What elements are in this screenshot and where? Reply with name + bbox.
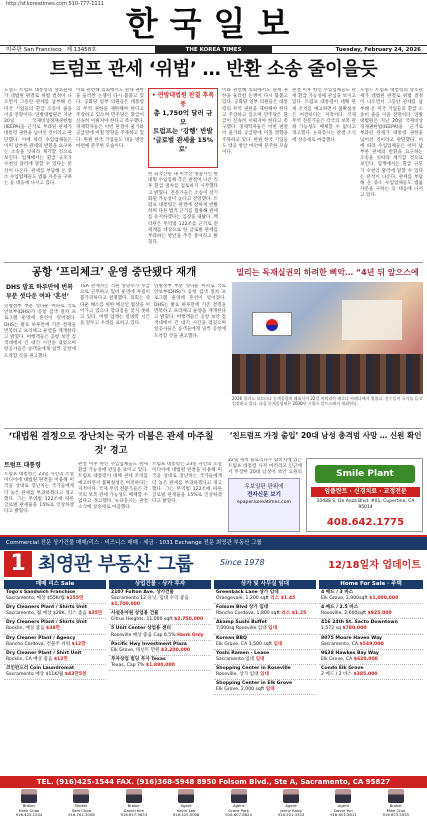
masthead: 한국일보 [125,4,302,43]
listing-column-head: 매매 리스 Sale [4,580,106,589]
listing-price: $2,750,000 [174,617,204,623]
listing-title: 2107 Fulton Ave. 상가건물 [111,590,174,595]
listing-price: $35만 [88,611,103,617]
story3-col-2: 판결 이후 한인 수입업체들도 관세 환급 가능성에 관심을 보이고 있다. 트럼프 대통령이 대체 관세 조치를 예고하면서 불확실성은 여전하다는 지적이다. 국제 무역 전문가들은 각국의 보복 관세 가능성도 배제할 수 없다고 경고했다. 뉴욕증시는 판결 소식에 상승세로 마감했다. [78,462,148,511]
listing-column-head: 상업건물 · 상가 투자 [109,580,211,589]
agent-photo [283,789,299,803]
promo-site[interactable]: epaper.koreatimes.com [236,500,291,505]
lead-col-4: 이와 관련해 의회에서도 관세 권한을 둘러싼 논쟁이 다시 불붙고 있다. 공화당 일부 의원들은 대통령의 무역 권한을 제한해야 한다고 주장하고 있으며 민주당은 환급이 신속히 이뤄져야 한다고 촉구했다. 경제학자들은 이번 판결이 물가와 공급망에 미칠 영향을 주목하고 있다. 한편 한국 기업들도 대응 방안 마련에 분주한 모습이다. [222,88,288,156]
listing-item[interactable] [109,625,211,640]
listing-title: Togo's Sandwich Franchise [6,590,76,595]
listing-item[interactable] [4,650,106,665]
listing-title: Dry Cleaner Plant / Agency [6,635,76,641]
listing-price: $549,000 [359,641,384,647]
listing-price: $12만 [71,641,86,647]
listing-item[interactable] [109,641,211,656]
agent-phone: 916.873.5055 [382,812,410,817]
listing-grid [4,580,423,776]
listing-title: 4 베드 / 3 바스 [321,590,354,595]
listing-price: $1,880,000 [145,662,175,668]
listing-price: 임대 [255,656,265,662]
listing-detail: Roseville, 상가 임대 [216,672,259,678]
listing-detail: Rocklin, 매상 좋음 [6,626,45,632]
agent-name: Jenny Kang [280,807,302,813]
listing-title: Condo Elk Grove [321,665,364,671]
dental-tagline: 임플란트 · 신경치료 · 교정전문 [311,487,420,497]
listing-column [214,580,316,776]
realestate-name: 최영관 부동산 그룹 [38,553,194,575]
listing-price: 임대 [273,641,283,647]
agent-photo [21,789,37,803]
listing-detail: Elk Grove, 2,900sqft [321,596,368,602]
listing-item[interactable] [214,604,316,619]
listing-title: 4 베드 / 2.5 바스 [321,605,359,611]
crowd-image [232,354,423,394]
agent-row [4,789,423,817]
listing-item[interactable] [319,589,423,604]
agent-photo [335,789,351,803]
dental-phone[interactable]: 408.642.1775 [326,517,405,528]
listing-item[interactable] [319,665,423,680]
listing-title: Greenback Lane 상가 임대 [216,590,279,595]
listing-title: Dry Cleaners Plant / Shirts Unit [6,605,87,611]
agent-name: Sam Choe [71,807,92,813]
listing-item[interactable] [4,619,106,634]
realestate-topline: Commercial 전문 상가건물 매매/리스 · 비즈니스 매매 · 세금 · 1031 Exchange 전문 최영관 부동산 그룹 [0,537,427,550]
listing-item[interactable] [4,635,106,650]
listing-item[interactable] [319,604,423,619]
listing-price: $12만 [53,656,68,662]
listing-title: Pacific Hwy Investment Plaza [111,641,187,647]
agent-role: Agent [285,803,297,808]
listing-price: 임대 [260,672,269,678]
agent-name: Daniel Kim [123,807,145,813]
listing-item[interactable] [214,589,316,604]
agent-name: Hank Choe [18,807,40,813]
agent-name: Mike Choi [386,807,405,813]
agent-phone: 916.617.3833 [120,812,148,817]
listing-price: $925,000 [367,611,392,617]
agent-photo [178,789,194,803]
listing-detail: Sacramento, CA [321,641,359,647]
listing-column [4,580,106,776]
agent-role: Broker [75,803,88,808]
story4-headline[interactable]: ‘친트럼프 가정 출입’ 20대 남성 총격범 사망 … 신원 확인 [229,431,422,440]
listing-title: 8075 Moore Haven Way [321,635,383,641]
agent-card[interactable] [318,789,368,817]
listing-detail: Texas, Cap 7% [111,662,145,668]
brand-label: THE KOREA TIMES [155,46,272,53]
listing-detail: Sacramento, 월 매상 $28K, 리스 좋음 [6,611,87,617]
agent-name: Kevin Lee [177,807,196,813]
listing-price: $1,000,000 [369,596,399,602]
flag-image [252,312,292,336]
agent-phone: 916.501.3303 [277,812,305,817]
story4-body: 22일 새벽 플로리다주 팜비치에 있는 트럼프 대통령 사저 마러라고 인근에서 무장한 20대 남성이 보안 요원의 [228,458,302,476]
story2-col-1: 연방정부 부분 셧다운 여파로 국토안보부(DHS)가 공항 검색 절차 프로그램 운영에 혼선이 빚어졌다. DHS는 발표 하루만에 기존 결정을 번복하고 프리체크 운영을 재개한다고 밝혔다. 여행객들은 공항 보안 검색대에서 긴 대기 시간을 겪었으며 항공사들은 승객들에게 일찍 공항에 도착할 것을 권고했다. [4,304,76,359]
listing-price: $2,200,000 [161,647,191,653]
sidebox-line: 총 1,750억 달러 규모 [153,109,213,126]
listing-price: $1,700,000 [111,602,141,608]
epaper-promo[interactable] [228,478,300,532]
dental-address: 10488 S. De Anza Blvd. #01, Cupertino, CA 95014 [316,499,415,510]
agent-photo [73,789,89,803]
listing-detail: Sacramento 매상 $11K/월 [6,672,64,678]
dental-ad[interactable] [306,458,423,532]
listing-price: $620,000 [353,656,378,662]
agent-photo [231,789,247,803]
listing-title: 9638 Hawkes Bay Way [321,650,379,656]
listing-price: 리스 $1.25 [281,611,307,617]
listing-item[interactable] [214,635,316,650]
agent-photo [126,789,142,803]
listing-column-head: Home For Sale · 주택 [319,580,423,589]
listing-item[interactable] [214,665,316,680]
listing-detail: Rancho Cordova, 1,800 sqft [216,611,280,617]
story2-col-2: TSA 관계자는 직원 상당수가 무급으로 근무하고 있어 운영에 차질이 불가피하다고 설명했다. 의회는 셧다운 해소를 위한 예산안 협상을 이어가고 있으나 합의점을 찾지 못하고 있다. 여행 업계는 봄방학 시즌을 앞두고 우려를 표하고 있다. [80,284,150,327]
agent-card[interactable] [109,789,159,817]
listing-item[interactable] [319,619,423,634]
agent-card[interactable] [371,789,421,817]
listing-price: Hank Only [177,632,204,638]
story2-sub-2: 부분 셧다운 여파 ‘혼선’ [6,293,69,300]
agent-card[interactable] [161,789,211,817]
listing-item[interactable] [109,656,211,671]
lead-col-5: 판결 이후 한인 수입업체들도 관세 환급 가능성에 관심을 보이고 있다. 트럼프 대통령이 대체 관세 조치를 예고하면서 불확실성은 여전하다는 지적이다. 국제 무역 전문가들은 각국의 보복 관세 가능성도 배제할 수 없다고 경고했다. 뉴욕증시는 판결 소식에 상승세로 마감했다. [292,88,356,143]
listing-item[interactable] [109,610,211,625]
listing-column [109,580,211,776]
agent-name: David Yun [333,807,353,813]
agent-photo [388,789,404,803]
listing-title: Dry Cleaner Plant / Shirt Unit [6,650,82,656]
agent-phone: 916.607.8824 [225,812,252,817]
photo-caption: 2026 밀라노·코르티나 동계올림픽 폐회식이 22일 이탈리아 베로나 아레나에서 열렸다. 선수들이 국기를 들고 입장하고 있다. 다음 동계올림픽은 2030년 프랑스 알프스에서 개최된다. [232,396,423,407]
listing-detail: Elk Grove, 2,000 sqft [216,687,265,693]
listing-price: 리스 $1.45 [270,596,296,602]
listing-price: $38만 [46,626,61,632]
listing-title: 5 Unit Center 상업용 센터 [111,626,171,632]
listing-item[interactable] [319,650,423,665]
listing-item[interactable] [109,589,211,610]
agent-card[interactable] [56,789,106,817]
listing-title: Shopping Center in Roseville [216,665,291,671]
lead-col-1: 도널드 트럼프 대통령의 상호관세가 대법원 판결로 위법 결정이 나오면서 그동안 관세를 납부해 온 미국 기업들의 환급 소송이 줄을 이을 전망이다. 연방대법원은 지난 20일 국제비상경제권한법(IEEPA)을 근거로 부과된 관세가 대통령 권한을 넘어선 것이라고 판단했다. 이에 따라 수입업체들은 이미 납부한 관세의 반환을 요구하는 소송을 잇따라 제기할 것으로 보인다. 업계에서는 환급 규모가 수천억 달러에 달할 수 있다는 분석이 나온다. 관세를 부담해 온 중소 수입업체들도 법률 자문을 구하는 등 대응에 나서고 있다. [4,88,72,187]
listing-detail: Elk Grove, CA [321,656,353,662]
listing-detail: Rancho Cordova, 건물주 쉬워 [6,641,71,647]
listing-item[interactable] [319,635,423,650]
edition-bar [0,45,427,54]
edition-left: 미주판 San Francisco 제 13458호 [6,47,97,53]
listing-column [319,580,423,776]
realestate-title [0,550,427,578]
agent-role: Broker [389,803,402,808]
lead-sidebox [148,88,218,168]
listing-title: 416 24th St. Sacto Downtown [321,620,398,626]
agent-role: Agent [337,803,350,808]
listing-item[interactable] [214,619,316,634]
listing-title: Akamp Sushi Buffet [216,620,267,626]
listing-detail: 7,000sq Roseville 임대 [216,626,267,632]
listing-price: 임대 [265,687,275,693]
agent-card[interactable] [266,789,316,817]
divider [4,428,423,429]
listing-title: Folsom Blvd 상가 임대 [216,605,269,611]
lead-col-6: 도널드 트럼프 대통령의 상호관세가 대법원 판결로 위법 결정이 나오면서 그동안 관세를 납부해 온 미국 기업들의 환급 소송이 줄을 이을 전망이다. 연방대법원은 지난 20일 국제비상경제권한법(IEEPA)을 근거로 부과된 관세가 대통령 권한을 넘어선 것이라고 판단했다. 이에 따라 수입업체들은 이미 납부한 관세의 반환을 요구하는 소송을 잇따라 제기할 것으로 보인다. 업계에서는 환급 규모가 수천억 달러에 달할 수 있다는 분석이 나온다. 관세를 부담해 온 중소 수입업체들도 법률 자문을 구하는 등 대응에 나서고 있다. [360,88,423,199]
listing-title: Yoshi Ramen - Lease [216,650,270,656]
listing-title: Shopping Center in Elk Grove [216,681,293,687]
listing-detail: Citrus Heights, 11,000 sqft [111,617,173,623]
story3-col-3: 트럼프 대통령은 23일 자신의 소셜미디어에 대법원 판결을 이용해 미국을 상대로 장난치는 국가들에게 더 높은 관세를 부과하겠다고 경고했다. 그는 무역법 122조에 따른 글로벌 관세율을 15%로 인상하겠다고 밝혔다. [152,462,222,505]
listing-item[interactable] [4,665,106,680]
listing-detail: Sacramento 임대 [216,656,255,662]
listing-item[interactable] [214,680,316,695]
listing-detail: Sacramento 12 유닛, 임대 수익 좋음 [111,596,189,602]
lead-headline[interactable]: 트럼프 관세 ‘위법’ … 반환 소송 줄이을듯 [49,59,378,80]
story3-sub: 트럼프 대통령 [4,462,41,469]
sidebox-line: ‘글로벌 관세율 15%로’ [152,136,214,153]
promo-line-1: 우보일판 판위에 [244,484,284,490]
listing-detail: Rocklin, CA 매상 좋음 [6,656,53,662]
lead-col-3: 한 외국산원 내 미국산 명품사인 한 대형 수입업체 측은 판결이 나온 직후 환급 절차를 검토하기 시작했다고 밝혔다. 전문가들은 소송이 장기화될 가능성이 높다고 전망했다. 트럼프 대통령은 판결에 강하게 반발하며 다른 법적 근거를 활용해 관세를 유지하겠다는 입장을 내놨다. 백악관은 무역법 122조를 근거로 전 세계를 대상으로 한 글로벌 관세를 부과하는 방안을 추진 중이라고 밝혔다. [148,172,218,246]
agent-phone: 916.601.2811 [330,812,357,817]
listing-detail: Roseville 매상 좋음 Cap 6.5% [111,632,176,638]
story2-sub-1: DHS 발표 하루만에 번복 [6,284,73,291]
story2-col-3: 연방정부 부분 셧다운 여파로 국토안보부(DHS)가 공항 검색 절차 프로그램 운영에 혼선이 빚어졌다. DHS는 발표 하루만에 기존 결정을 번복하고 프리체크 운영을 재개한다고 밝혔다. 여행객들은 공항 보안 검색대에서 긴 대기 시간을 겪었으며 항공사들은 승객들에게 일찍 공항에 도착할 것을 권고했다. [154,284,226,339]
listing-price: $155만 [66,596,84,602]
listing-title: 코인런드리 Coin Laundromat [6,665,75,671]
agent-role: Broker [22,803,36,808]
realestate-contact[interactable]: TEL. (916)425-1544 FAX. (916)368-5948 8950 Folsom Blvd., Ste A, Sacramento, CA 95827 [0,776,427,788]
listing-item[interactable] [4,604,106,619]
olympic-closing-photo [232,282,423,394]
agent-phone: 916.425.0008 [172,812,200,817]
banner-image [342,300,402,340]
listing-detail: Elk Grove, CA 1,500 sqft [216,641,272,647]
listing-detail: Elk Grove, 테넌트 만원 [111,647,160,653]
listing-detail: 2 베드 / 2 바스 [321,672,352,678]
listing-detail: Roseville, 2,600sqft [321,611,367,617]
listing-title: 투자상업 빌딩 투자 Texas [111,656,166,662]
sidebox-line: 트럼프는 ‘강행’ 반발 [153,127,213,135]
dental-logo: Smile Plant [315,465,415,483]
story2-headline[interactable]: 공항 ‘프리체크’ 운영 중단됐다 재개 [31,266,197,278]
listing-detail: Orangevale, 1,200 sqft [216,596,269,602]
listing-item[interactable] [4,589,106,604]
listing-detail: Sacramento, 매상 $55K/월 [6,596,65,602]
listing-title: 사설유아원 상업용 건물 [111,611,159,617]
site-url[interactable]: http://sf.koreatimes.com 510-777-1111 [6,1,104,7]
listing-detail: 1,572 sq [321,626,341,632]
promo-line-2: 전자신문 보기 [247,492,281,498]
realestate-since: Since 1978 [220,558,265,567]
realestate-number: 1 [4,551,32,577]
divider [4,262,423,263]
listing-price: $43만5천 [64,672,87,678]
agent-role: Agent [180,803,192,808]
realestate-update: 12/18일자 업데이트 [328,560,421,571]
listing-price: $385,000 [353,672,378,678]
sidebox-title: • 연방대법원 판결 후폭풍 [151,92,215,108]
listing-column-head: 상가 및 사무실 임대 [214,580,316,589]
agent-role: Broker [127,803,140,808]
issue-date: Tuesday, February 24, 2026 [335,47,421,53]
listing-price: 임대 [268,626,278,632]
listing-title: Korean BBQ [216,635,247,641]
listing-title: Dry Cleaners Plant / Shirts Unit [6,620,87,626]
listing-price: $780,000 [342,626,367,632]
agent-phone: 916.425.1544 [15,812,43,817]
agent-name: Grace Park [228,807,249,813]
story3-headline[interactable]: ‘대법원 결정으로 장난치는 국가 더불은 관세 마주칠것’ 경고 [8,432,214,456]
agent-phone: 916.761.1008 [68,812,95,817]
agent-role: Agent [232,803,245,808]
lead-col-2: 이와 관련해 의회에서도 관세 권한을 둘러싼 논쟁이 다시 불붙고 있다. 공화당 일부 의원들은 대통령의 무역 권한을 제한해야 한다고 주장하고 있으며 민주당은 환급이 신속히 이뤄져야 한다고 촉구했다. 경제학자들은 이번 판결이 물가와 공급망에 미칠 영향을 주목하고 있다. 한편 한국 기업들도 대응 방안 마련에 분주한 모습이다. [76,88,144,149]
agent-card[interactable] [4,789,54,817]
photo-headline[interactable]: 밀리는 독재실권의 하려한 삐악… “4년 뒤 앞으스에 [236,268,419,277]
agent-card[interactable] [214,789,264,817]
listing-item[interactable] [214,650,316,665]
story3-col-1: 트럼프 대통령은 23일 자신의 소셜미디어에 대법원 판결을 이용해 미국을 상대로 장난치는 국가들에게 더 높은 관세를 부과하겠다고 경고했다. 그는 무역법 122조에 따른 글로벌 관세율을 15%로 인상하겠다고 밝혔다. [4,472,74,515]
